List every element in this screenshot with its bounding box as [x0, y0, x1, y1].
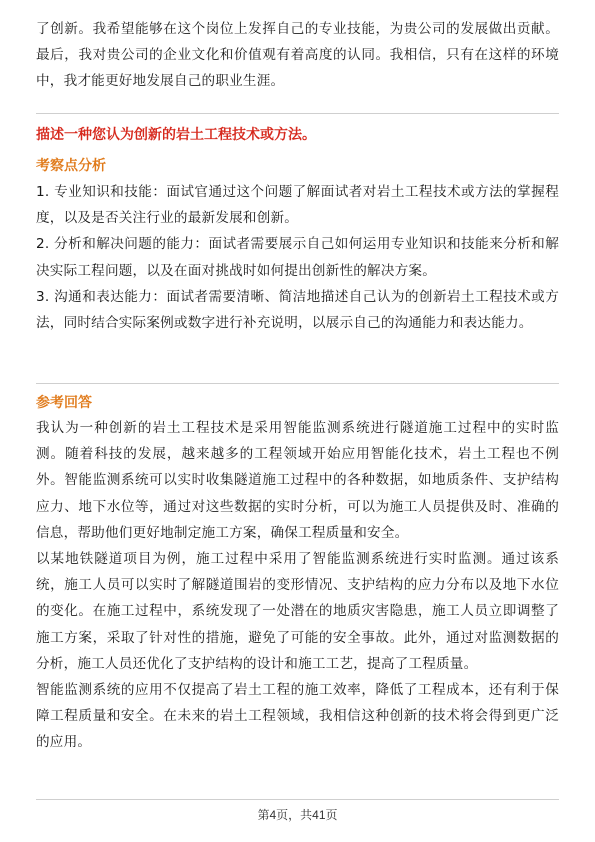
divider-bottom — [36, 799, 559, 800]
answer-body — [36, 415, 559, 756]
answer-paragraph: 我认为一种创新的岩土工程技术是采用智能监测系统进行隧道施工过程中的实时监测。随着科技的发展，越来越多的工程领域开始应用智能化技术，岩土工程也不例外。智能监测系统可以实时收集隧道施工过程中的各种数据，如地质条件、支护结构应力、地下水位等，通过对这些数据的实时分析，可以为施工人员提供及时、准确的信息，帮助他们更好地制定施工方案，确保工程质量和安全。 — [36, 420, 559, 541]
analysis-point: 3. 沟通和表达能力：面试者需要清晰、简洁地描述自己认为的创新岩土工程技术或方法，同时结合实际案例或数字进行补充说明，以展示自己的沟通能力和表达能力。 — [36, 288, 559, 332]
answer-paragraph: 智能监测系统的应用不仅提高了岩土工程的施工效率，降低了工程成本，还有利于保障工程质量和安全。在未来的岩土工程领域，我相信这种创新的技术将会得到更广泛的应用。 — [36, 682, 559, 751]
divider-middle — [36, 383, 559, 384]
intro-paragraph: 了创新。我希望能够在这个岗位上发挥自己的专业技能，为贵公司的发展做出贡献。最后，我对贵公司的企业文化和价值观有着高度的认同。我相信，只有在这样的环境中，我才能更好地发展自己的职业生涯。 — [36, 21, 559, 90]
question-title: 描述一种您认为创新的岩土工程技术或方法。 — [36, 127, 316, 143]
divider-top — [36, 113, 559, 114]
answer-heading: 参考回答 — [36, 395, 92, 411]
analysis-point: 2. 分析和解决问题的能力：面试者需要展示自己如何运用专业知识和技能来分析和解决实际工程问题，以及在面对挑战时如何提出创新性的解决方案。 — [36, 236, 559, 279]
analysis-point: 1. 专业知识和技能：面试官通过这个问题了解面试者对岩土工程技术或方法的掌握程度，以及是否关注行业的最新发展和创新。 — [36, 184, 559, 227]
analysis-heading: 考察点分析 — [36, 158, 106, 174]
answer-paragraph: 以某地铁隧道项目为例，施工过程中采用了智能监测系统进行实时监测。通过该系统，施工人员可以实时了解隧道围岩的变形情况、支护结构的应力分布以及地下水位的变化。在施工过程中，系统发现了一处潜在的地质灾害隐患，施工人员立即调整了施工方案，采取了针对性的措施，避免了可能的安全事故。此外，通过对监测数据的分析，施工人员还优化了支护结构的设计和施工工艺，提高了工程质量。 — [36, 551, 559, 672]
page-number: 第4页，共41页 — [257, 808, 338, 822]
analysis-list — [36, 179, 559, 336]
